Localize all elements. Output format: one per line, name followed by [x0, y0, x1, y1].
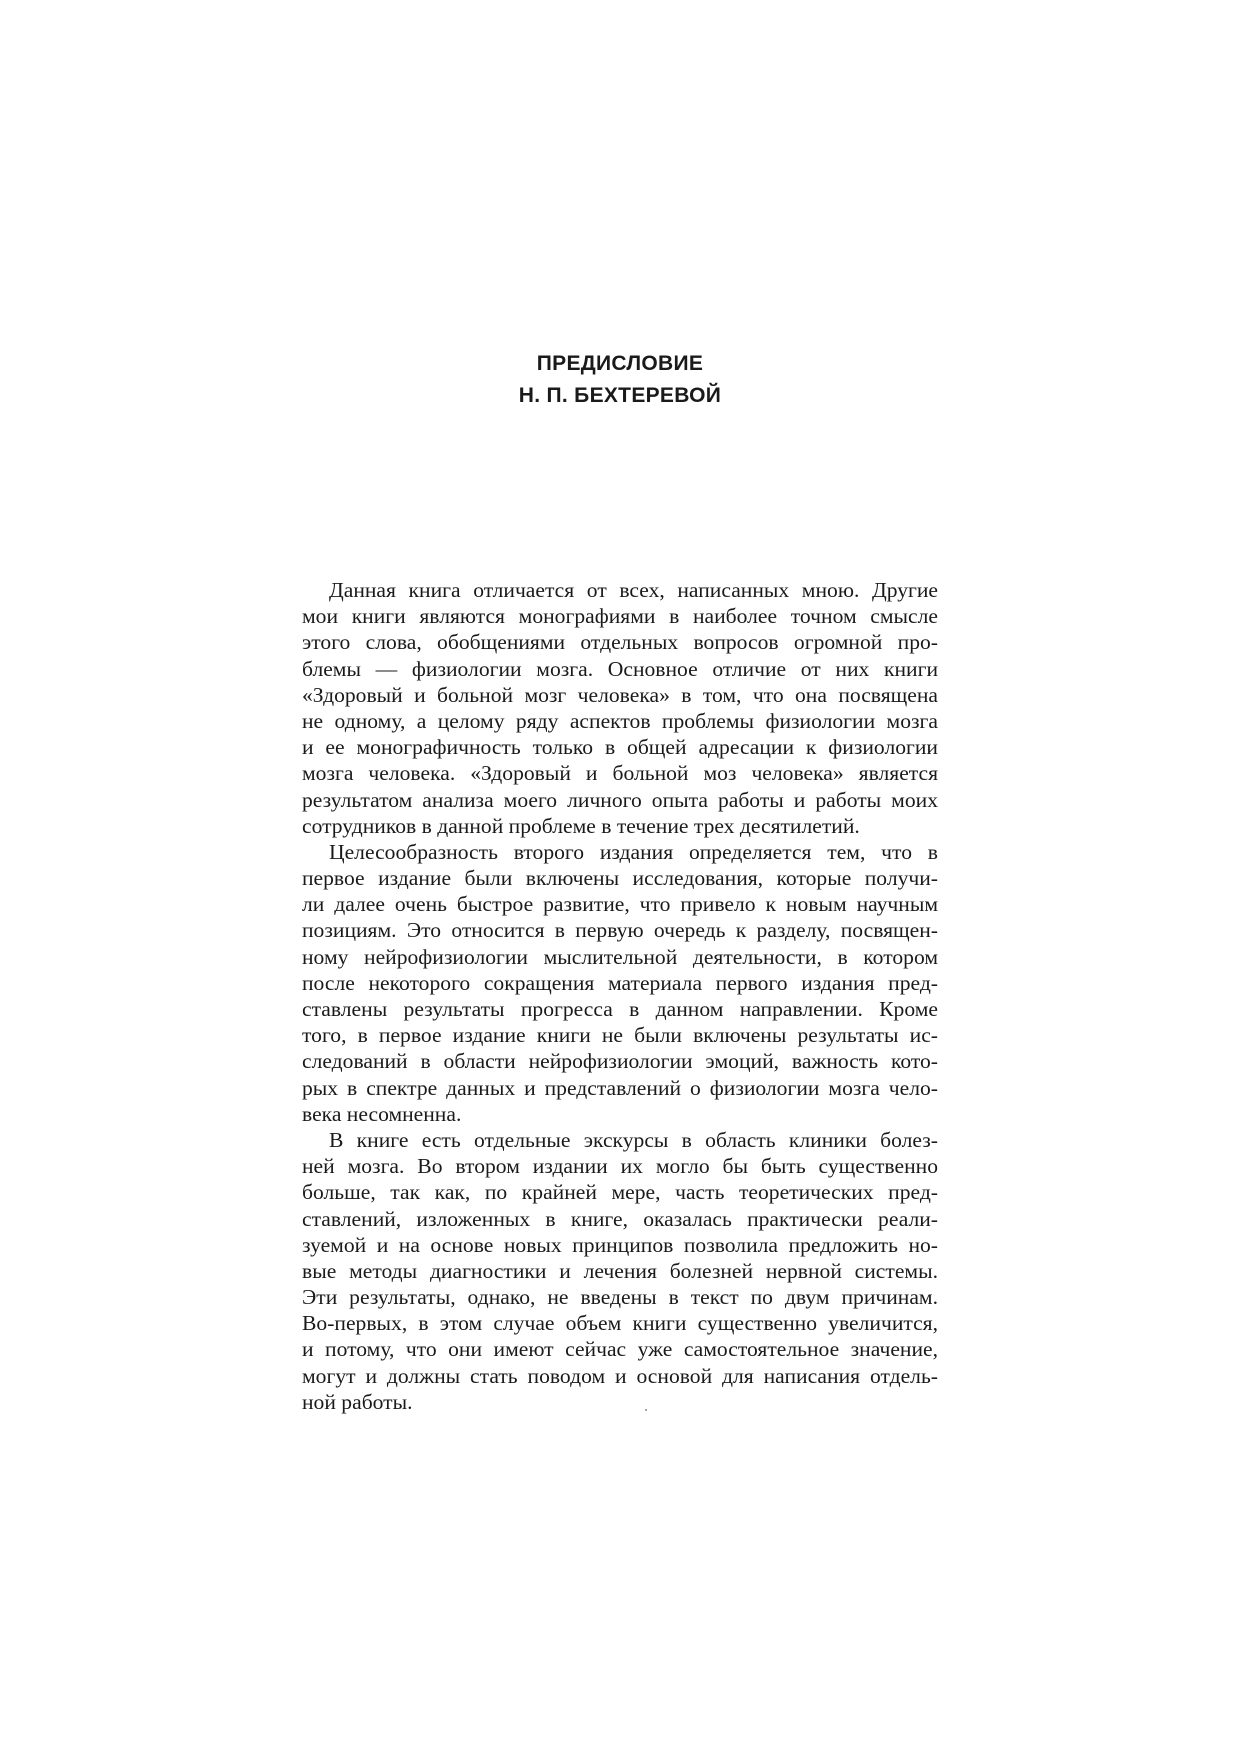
text-line: Данная книга отличается от всех, написанных мною. Другие [329, 578, 938, 602]
text-line: Целесообразность второго издания определяется тем, что в [329, 839, 938, 864]
text-line: того, в первое издание книги не были включены результаты ис- [302, 1023, 938, 1048]
paragraph-2 [302, 839, 938, 1127]
text-line: блемы — физиологии мозга. Основное отличие от них книги [302, 656, 938, 681]
text-line: после некоторого сокращения материала первого издания пред- [302, 970, 938, 995]
text-line: больше, так как, по крайней мере, часть теоретических пред- [302, 1180, 938, 1205]
text-line: рых в спектре данных и представлений о физиологии мозга чело- [302, 1075, 938, 1100]
text-line: ной работы. [302, 1389, 413, 1414]
text-line: В книге есть отдельные экскурсы в область клиники болез- [329, 1127, 938, 1152]
text-line: ставлены результаты прогресса в данном направлении. Кроме [302, 997, 938, 1021]
text-line: мои книги являются монографиями в наиболее точном смысле [302, 604, 938, 629]
text-line: сотрудников в данной проблеме в течение трех десятилетий. [302, 813, 860, 838]
text-line: века несомненна. [302, 1101, 462, 1126]
text-line: не одному, а целому ряду аспектов проблемы физиологии мозга [302, 708, 938, 733]
text-line: «Здоровый и больной мозг человека» в том, что она посвящена [302, 682, 938, 707]
preface-heading [300, 348, 940, 412]
text-line: ней мозга. Во втором издании их могло бы быть существенно [302, 1154, 938, 1179]
text-line: могут и должны стать поводом и основой для написания отдель- [302, 1363, 938, 1388]
text-line: первое издание были включены исследования, которые получи- [302, 866, 938, 891]
text-line: и ее монографичность только в общей адресации к физиологии [302, 735, 938, 760]
text-line: мозга человека. «Здоровый и больной моз человека» является [302, 761, 938, 786]
text-line: ли далее очень быстрое развитие, что привело к новым научным [302, 892, 938, 917]
preface-body [302, 577, 938, 1415]
text-line: ному нейрофизиологии мыслительной деятельности, в котором [302, 944, 938, 969]
text-line: зуемой и на основе новых принципов позволила предложить но- [302, 1232, 938, 1257]
text-line: позициям. Это относится в первую очередь к разделу, посвящен- [302, 918, 938, 943]
scan-speck [645, 1409, 647, 1411]
text-line: и потому, что они имеют сейчас уже самостоятельное значение, [302, 1337, 938, 1362]
paragraph-1 [302, 577, 938, 839]
text-line: Эти результаты, однако, не введены в текст по двум причинам. [302, 1285, 938, 1310]
heading-author: Н. П. БЕХТЕРЕВОЙ [518, 384, 722, 407]
text-line: этого слова, обобщениями отдельных вопросов огромной про- [302, 630, 938, 655]
text-line: вые методы диагностики и лечения болезней нервной системы. [302, 1258, 938, 1283]
text-line: ставлений, изложенных в книге, оказалась практически реали- [302, 1206, 938, 1231]
text-line: Во-первых, в этом случае объем книги существенно увеличится, [302, 1311, 938, 1336]
text-line: результатом анализа моего личного опыта работы и работы моих [302, 787, 938, 812]
text-line: следований в области нейрофизиологии эмоций, важность кото- [302, 1049, 938, 1074]
paragraph-3 [302, 1127, 938, 1415]
heading-title: ПРЕДИСЛОВИЕ [536, 352, 704, 375]
